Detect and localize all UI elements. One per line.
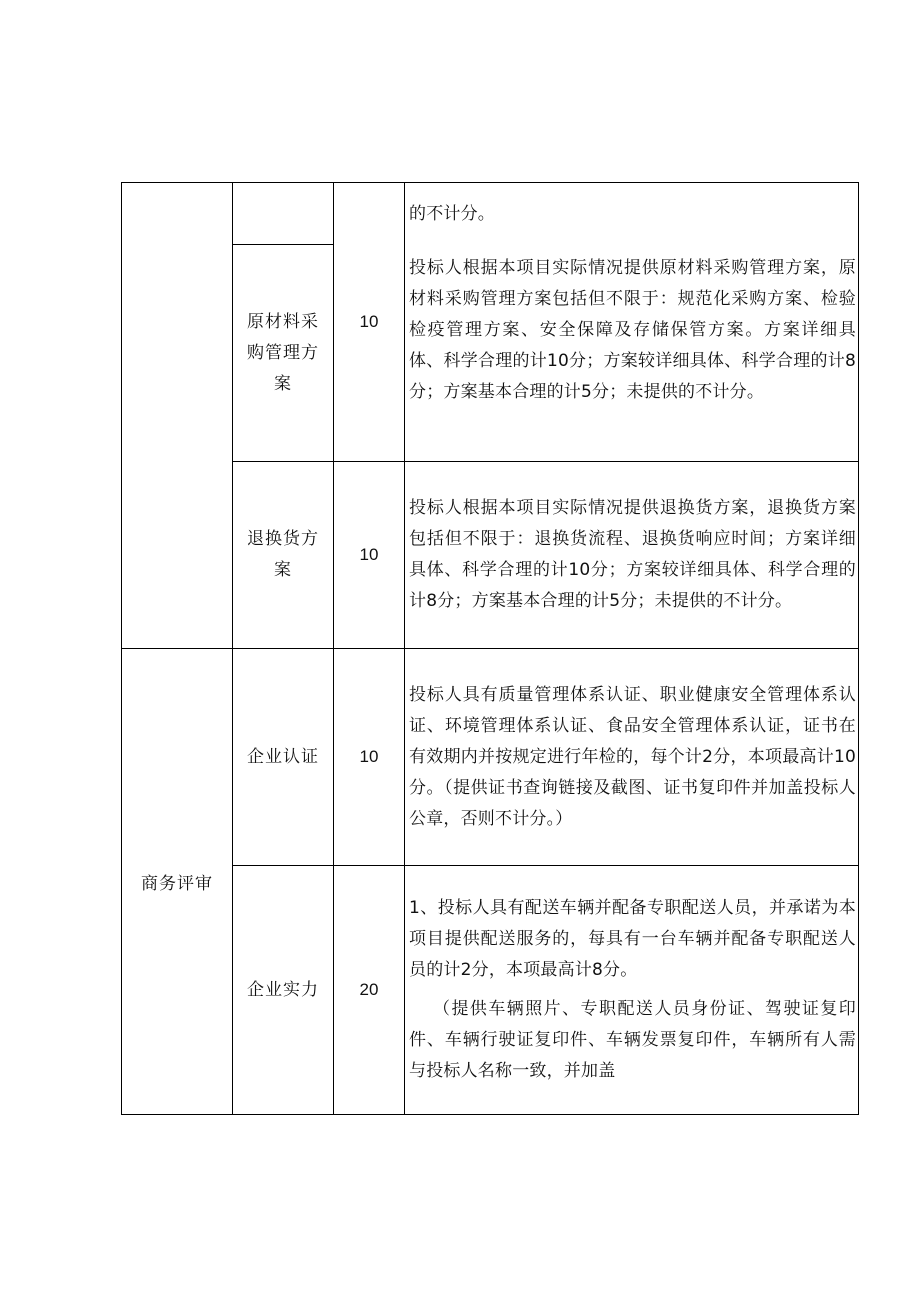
description-cell [405, 866, 859, 1115]
description-text: （提供车辆照片、专职配送人员身份证、驾驶证复印件、车辆行驶证复印件、车辆发票复印件，车辆所有人需与投标人名称一致，并加盖 [409, 999, 856, 1081]
item-cell: 企业认证 [233, 649, 334, 866]
table-row [122, 866, 859, 1115]
description-text: 1、投标人具有配送车辆并配备专职配送人员，并承诺为本项目提供配送服务的，每具有一台车辆并配备专职配送人员的计2分，本项最高计8分。 [409, 898, 856, 980]
description-text: 投标人根据本项目实际情况提供退换货方案，退换货方案包括但不限于：退换货流程、退换货响应时间；方案详细具体、科学合理的计10分；方案较详细具体、科学合理的计8分；方案基本合理的计5分；未提供的不计分。 [409, 498, 856, 611]
item-cell-continued [233, 183, 334, 245]
description-text: 投标人根据本项目实际情况提供原材料采购管理方案，原材料采购管理方案包括但不限于：规范化采购方案、检验检疫管理方案、安全保障及存储保管方案。方案详细具体、科学合理的计10分；方案较详细具体、科学合理的计8分；方案基本合理的计5分；未提供的不计分。 [409, 258, 856, 402]
item-cell: 企业实力 [233, 866, 334, 1115]
table-row [122, 649, 859, 866]
category-cell: 商务评审 [122, 649, 233, 1115]
category-cell-continued [122, 183, 233, 649]
item-cell: 退换货方案 [233, 462, 334, 649]
table-row [122, 462, 859, 649]
description-cell [405, 649, 859, 866]
score-cell: 10 [334, 649, 405, 866]
description-text: 投标人具有质量管理体系认证、职业健康安全管理体系认证、环境管理体系认证、食品安全管理体系认证，证书在有效期内并按规定进行年检的，每个计2分，本项最高计10分。（提供证书查询链接及截图、证书复印件并加盖投标人公章，否则不计分。） [409, 684, 856, 829]
scoring-table [121, 182, 859, 1115]
score-cell: 10 [334, 183, 405, 462]
item-cell: 原材料采购管理方案 [233, 245, 334, 462]
description-cell [405, 183, 859, 462]
description-text: 的不计分。 [409, 204, 495, 224]
score-cell: 20 [334, 866, 405, 1115]
description-cell [405, 462, 859, 649]
table-row [122, 183, 859, 245]
score-cell: 10 [334, 462, 405, 649]
